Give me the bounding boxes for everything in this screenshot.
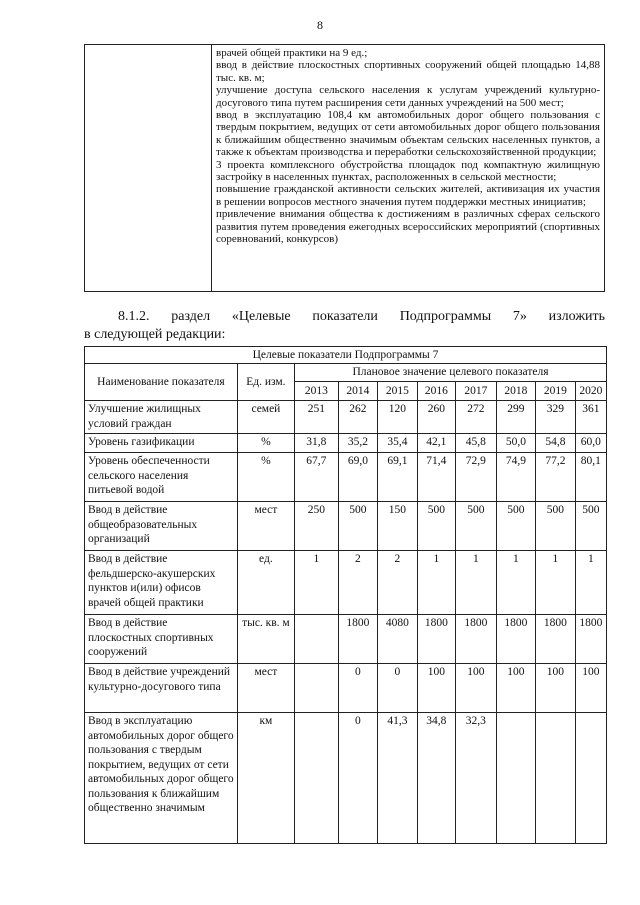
year-header: 2018 [496,381,536,400]
indicator-name: Ввод в действие учреждений культурно-досугового типа [85,664,238,713]
value-cell: 50,0 [496,434,536,453]
continuation-line: ввод в действие плоскостных спортивных сооружений общей площадью 14,88 тыс. кв. м; [216,59,600,84]
value-cell: 100 [536,664,576,713]
value-cell: 42,1 [417,434,455,453]
value-cell: 77,2 [536,453,576,502]
column-header-plan: Плановое значение целевого показателя [294,364,606,382]
value-cell: 67,7 [294,453,338,502]
indicator-unit: тыс. кв. м [237,615,294,664]
value-cell: 35,4 [378,434,418,453]
value-cell: 100 [456,664,497,713]
value-cell: 80,1 [575,453,606,502]
value-cell: 1 [417,551,455,615]
value-cell: 361 [575,401,606,434]
table-row [85,401,607,434]
indicator-unit: % [237,453,294,502]
table-row [85,713,607,844]
table-row [85,502,607,551]
value-cell: 45,8 [456,434,497,453]
value-cell: 1800 [575,615,606,664]
table-row [85,664,607,713]
page-number: 8 [317,18,323,32]
table-caption: Целевые показатели Подпрограммы 7 [85,347,607,364]
value-cell: 1800 [496,615,536,664]
value-cell: 500 [338,502,378,551]
value-cell: 0 [338,664,378,713]
continuation-line: ввод в эксплуатацию 108,4 км автомобильных дорог общего пользования с твердым покрытием, ведущих от сети автомобильных дорог общего пользования к ближайшим общественно значимым объектам сельских населенных пунктов, а также к объектам производства и переработки сельскохозяйственной продукции; [216,109,600,159]
value-cell: 500 [496,502,536,551]
value-cell: 1800 [417,615,455,664]
continuation-line: 3 проекта комплексного обустройства площадок под компактную жилищную застройку в населенных пунктах, расположенных в сельской местности; [216,158,600,184]
value-cell: 31,8 [294,434,338,453]
indicator-name: Уровень газификации [85,434,238,453]
value-cell [294,713,338,844]
indicator-unit: км [237,713,294,844]
year-header: 2019 [536,381,576,400]
value-cell: 1 [536,551,576,615]
year-header: 2017 [456,381,497,400]
indicator-unit: семей [237,401,294,434]
value-cell: 150 [378,502,418,551]
indicator-name: Ввод в действие фельдшерско-акушерских пунктов и(или) офисов врачей общей практики [85,551,238,615]
value-cell: 100 [417,664,455,713]
value-cell: 1800 [338,615,378,664]
value-cell: 1 [294,551,338,615]
value-cell: 329 [536,401,576,434]
value-cell: 1800 [536,615,576,664]
indicator-unit: % [237,434,294,453]
value-cell: 34,8 [417,713,455,844]
value-cell: 71,4 [417,453,455,502]
value-cell: 4080 [378,615,418,664]
value-cell: 500 [536,502,576,551]
value-cell: 299 [496,401,536,434]
value-cell: 272 [456,401,497,434]
value-cell: 69,1 [378,453,418,502]
value-cell: 251 [294,401,338,434]
indicator-name: Улучшение жилищных условий граждан [85,401,238,434]
table-row [85,551,607,615]
year-header: 2020 [575,381,606,400]
value-cell: 250 [294,502,338,551]
value-cell [536,713,576,844]
indicator-name: Уровень обеспеченности сельского населения питьевой водой [85,453,238,502]
year-header: 2013 [294,381,338,400]
indicator-name: Ввод в действие общеобразовательных организаций [85,502,238,551]
value-cell: 41,3 [378,713,418,844]
table-row [85,453,607,502]
value-cell: 500 [417,502,455,551]
value-cell: 32,3 [456,713,497,844]
value-cell: 500 [456,502,497,551]
value-cell: 0 [378,664,418,713]
value-cell: 74,9 [496,453,536,502]
value-cell: 54,8 [536,434,576,453]
amendment-paragraph-line1: 8.1.2. раздел «Целевые показатели Подпрограммы 7» изложить [118,309,605,324]
year-header: 2016 [417,381,455,400]
value-cell: 1 [456,551,497,615]
value-cell: 72,9 [456,453,497,502]
value-cell: 120 [378,401,418,434]
value-cell: 1800 [456,615,497,664]
indicator-unit: ед. [237,551,294,615]
value-cell: 2 [338,551,378,615]
value-cell: 60,0 [575,434,606,453]
value-cell: 500 [575,502,606,551]
value-cell [496,713,536,844]
value-cell [294,615,338,664]
value-cell: 69,0 [338,453,378,502]
year-header: 2015 [378,381,418,400]
continuation-text-cell [212,45,605,292]
year-header: 2014 [338,381,378,400]
targets-table [84,346,607,844]
indicator-name: Ввод в действие плоскостных спортивных сооружений [85,615,238,664]
continuation-line: улучшение доступа сельского населения к услугам учреждений культурно-досугового типа путем расширения сети данных учреждений на 500 мест; [216,84,600,109]
value-cell: 100 [496,664,536,713]
amendment-paragraph-line2: в следующей редакции: [84,327,226,342]
value-cell: 1 [496,551,536,615]
continuation-line: повышение гражданской активности сельских жителей, активизация их участия в решении вопросов местного значения путем поддержки местных инициатив; [216,183,600,208]
continuation-table [84,44,605,292]
column-header-unit: Ед. изм. [237,364,294,401]
indicator-unit: мест [237,664,294,713]
value-cell: 0 [338,713,378,844]
continuation-line: врачей общей практики на 9 ед.; [216,47,368,59]
indicator-unit: мест [237,502,294,551]
value-cell: 100 [575,664,606,713]
continuation-line: привлечение внимания общества к достижениям в различных сферах сельского развития путем проведения ежегодных всероссийских мероприятий (спортивных соревнований, конкурсов) [216,208,600,246]
column-header-name: Наименование показателя [85,364,238,401]
value-cell: 262 [338,401,378,434]
value-cell: 260 [417,401,455,434]
continuation-empty-cell [85,45,212,292]
value-cell: 1 [575,551,606,615]
value-cell: 35,2 [338,434,378,453]
indicator-name: Ввод в эксплуатацию автомобильных дорог общего пользования с твердым покрытием, ведущих от сети автомобильных дорог общего пользования к ближайшим общественно значимым [85,713,238,844]
value-cell: 2 [378,551,418,615]
value-cell [575,713,606,844]
value-cell [294,664,338,713]
table-row [85,615,607,664]
table-row [85,434,607,453]
